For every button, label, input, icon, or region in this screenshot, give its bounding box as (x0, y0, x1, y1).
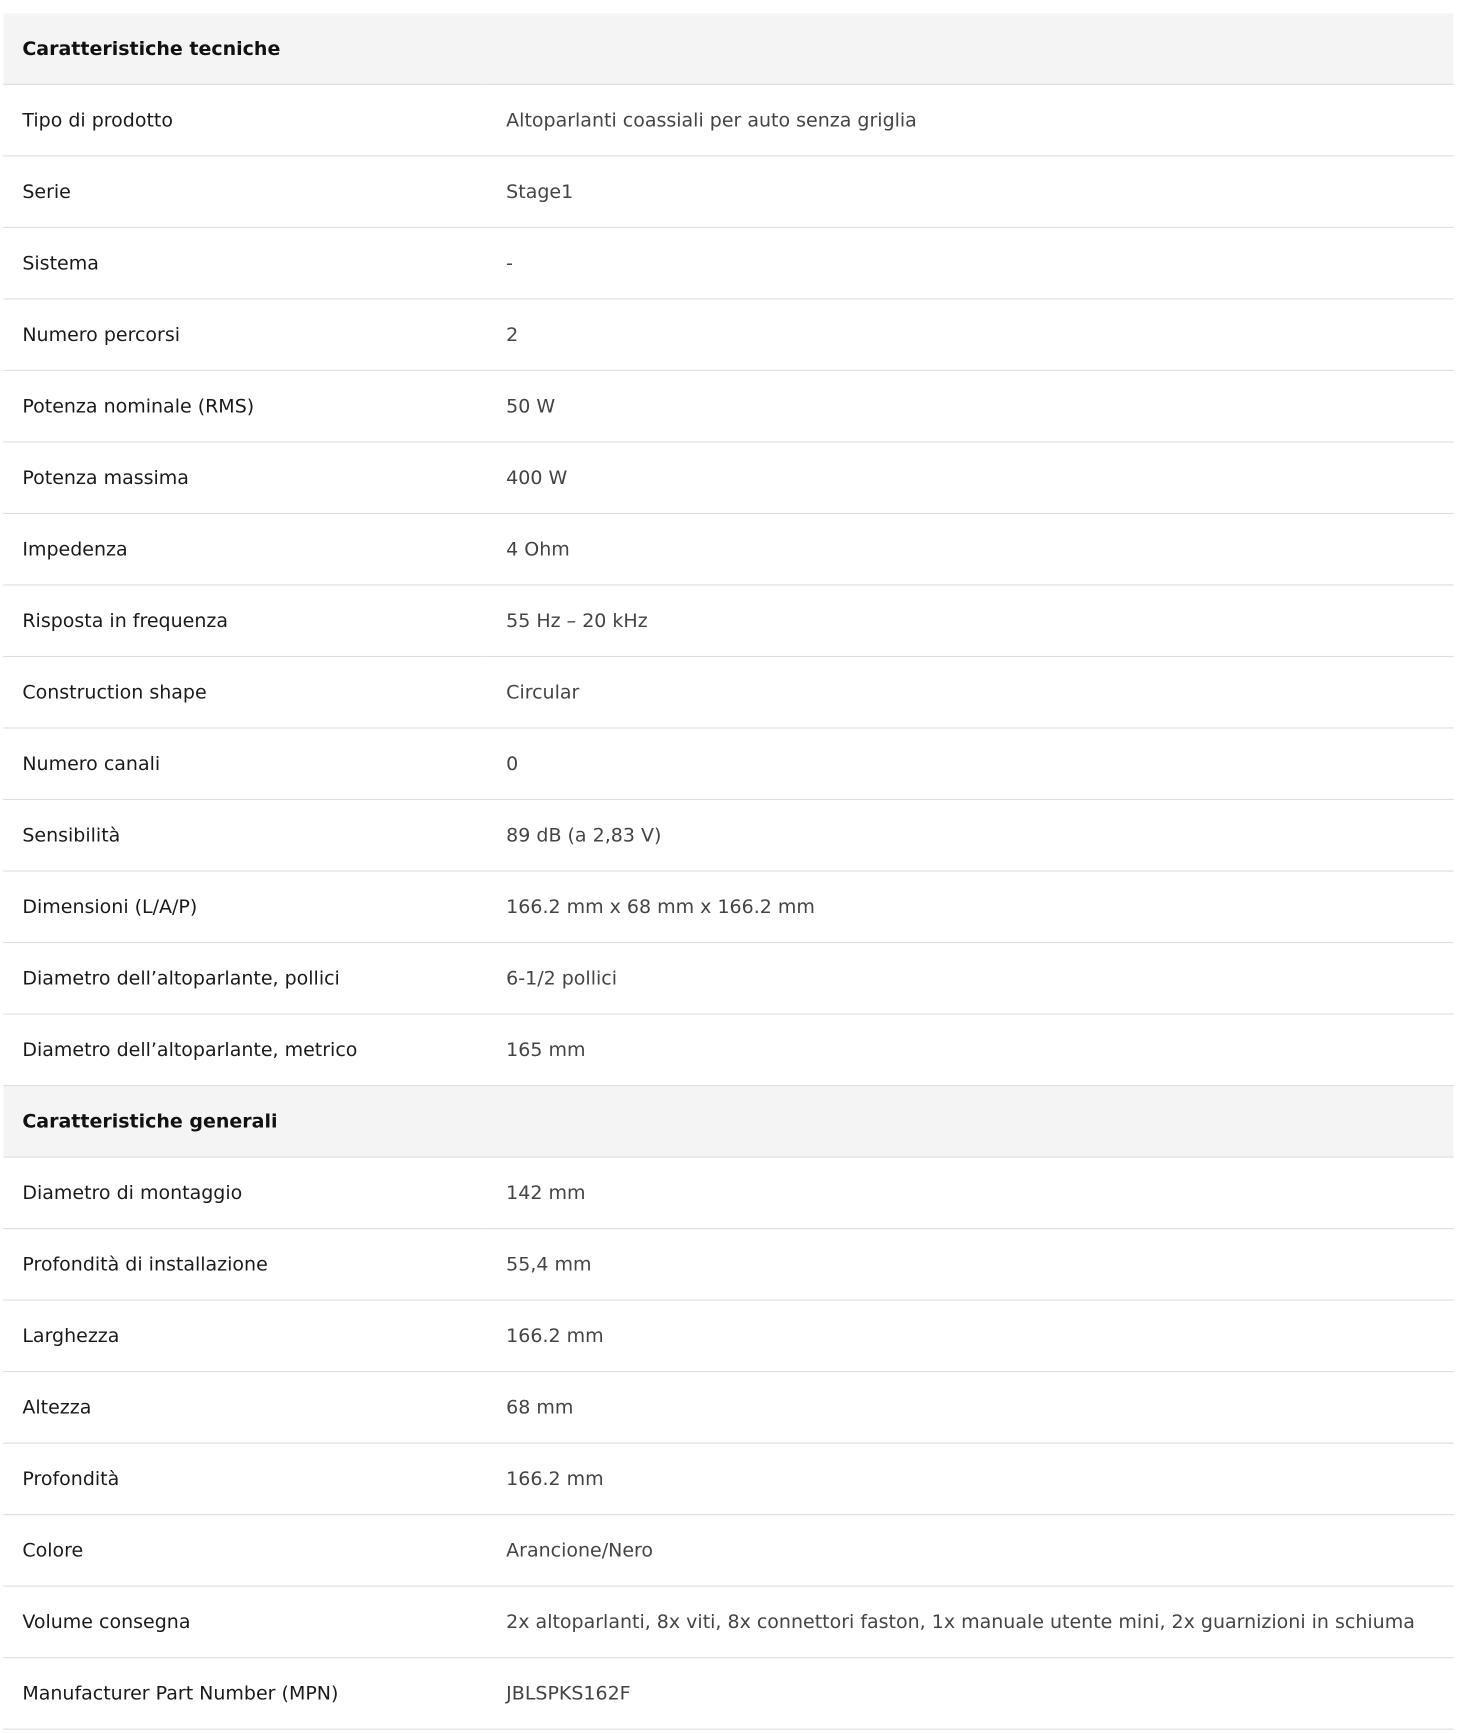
spec-value: 55,4 mm (486, 1229, 1454, 1301)
spec-label: Diametro dell’altoparlante, pollici (3, 943, 486, 1015)
spec-value: Altoparlanti coassiali per auto senza griglia (486, 84, 1454, 156)
spec-label: Tipo di prodotto (3, 84, 486, 156)
section-title: Caratteristiche generali (3, 1086, 1453, 1158)
spec-label: Profondità di installazione (3, 1229, 486, 1301)
spec-row (3, 1515, 1453, 1587)
spec-row (3, 1229, 1453, 1301)
section-header-technical (3, 13, 1453, 84)
spec-row (3, 370, 1453, 442)
spec-value: 400 W (486, 442, 1454, 514)
section-header-general (3, 1086, 1453, 1158)
spec-row (3, 943, 1453, 1015)
spec-value: Circular (486, 656, 1454, 728)
spec-value: 6-1/2 pollici (486, 943, 1454, 1015)
spec-row (3, 871, 1453, 943)
spec-label: Colore (3, 1515, 486, 1587)
spec-value: Arancione/Nero (486, 1515, 1454, 1587)
spec-value: 68 mm (486, 1372, 1454, 1444)
spec-row (3, 442, 1453, 514)
spec-value: 50 W (486, 370, 1454, 442)
spec-row (3, 656, 1453, 728)
spec-value: JBLSPKS162F (486, 1658, 1454, 1730)
spec-row (3, 585, 1453, 657)
spec-label: Dimensioni (L/A/P) (3, 871, 486, 943)
spec-row (3, 1014, 1453, 1086)
spec-value: Stage1 (486, 156, 1454, 228)
spec-value: 89 dB (a 2,83 V) (486, 799, 1454, 871)
spec-label: Numero percorsi (3, 299, 486, 371)
spec-value: 142 mm (486, 1157, 1454, 1229)
spec-label: Larghezza (3, 1300, 486, 1372)
spec-row (3, 227, 1453, 299)
spec-label: Numero canali (3, 728, 486, 800)
spec-value: - (486, 227, 1454, 299)
spec-row (3, 1372, 1453, 1444)
spec-label: Impedenza (3, 513, 486, 585)
spec-label: Sistema (3, 227, 486, 299)
spec-label: Diametro dell’altoparlante, metrico (3, 1014, 486, 1086)
spec-row (3, 1586, 1453, 1658)
spec-label: Manufacturer Part Number (MPN) (3, 1658, 486, 1730)
spec-value: 0 (486, 728, 1454, 800)
spec-label: Risposta in frequenza (3, 585, 486, 657)
spec-row (3, 513, 1453, 585)
spec-row (3, 84, 1453, 156)
spec-label: Altezza (3, 1372, 486, 1444)
spec-row (3, 299, 1453, 371)
spec-label: Serie (3, 156, 486, 228)
specifications-table (3, 13, 1453, 1729)
spec-row (3, 156, 1453, 228)
spec-label: Potenza massima (3, 442, 486, 514)
spec-row (3, 1157, 1453, 1229)
spec-value: 166.2 mm x 68 mm x 166.2 mm (486, 871, 1454, 943)
spec-value: 4 Ohm (486, 513, 1454, 585)
specifications-body (3, 13, 1453, 1729)
spec-row (3, 799, 1453, 871)
section-title: Caratteristiche tecniche (3, 13, 1453, 84)
spec-label: Diametro di montaggio (3, 1157, 486, 1229)
spec-row (3, 1443, 1453, 1515)
spec-value: 166.2 mm (486, 1300, 1454, 1372)
spec-value: 166.2 mm (486, 1443, 1454, 1515)
spec-value: 55 Hz – 20 kHz (486, 585, 1454, 657)
spec-label: Potenza nominale (RMS) (3, 370, 486, 442)
spec-row (3, 1658, 1453, 1730)
spec-label: Sensibilità (3, 799, 486, 871)
spec-row (3, 1300, 1453, 1372)
spec-value: 2 (486, 299, 1454, 371)
spec-label: Construction shape (3, 656, 486, 728)
spec-row (3, 728, 1453, 800)
spec-label: Volume consegna (3, 1586, 486, 1658)
spec-label: Profondità (3, 1443, 486, 1515)
spec-value: 165 mm (486, 1014, 1454, 1086)
spec-value: 2x altoparlanti, 8x viti, 8x connettori faston, 1x manuale utente mini, 2x guarnizioni in schiuma (486, 1586, 1454, 1658)
